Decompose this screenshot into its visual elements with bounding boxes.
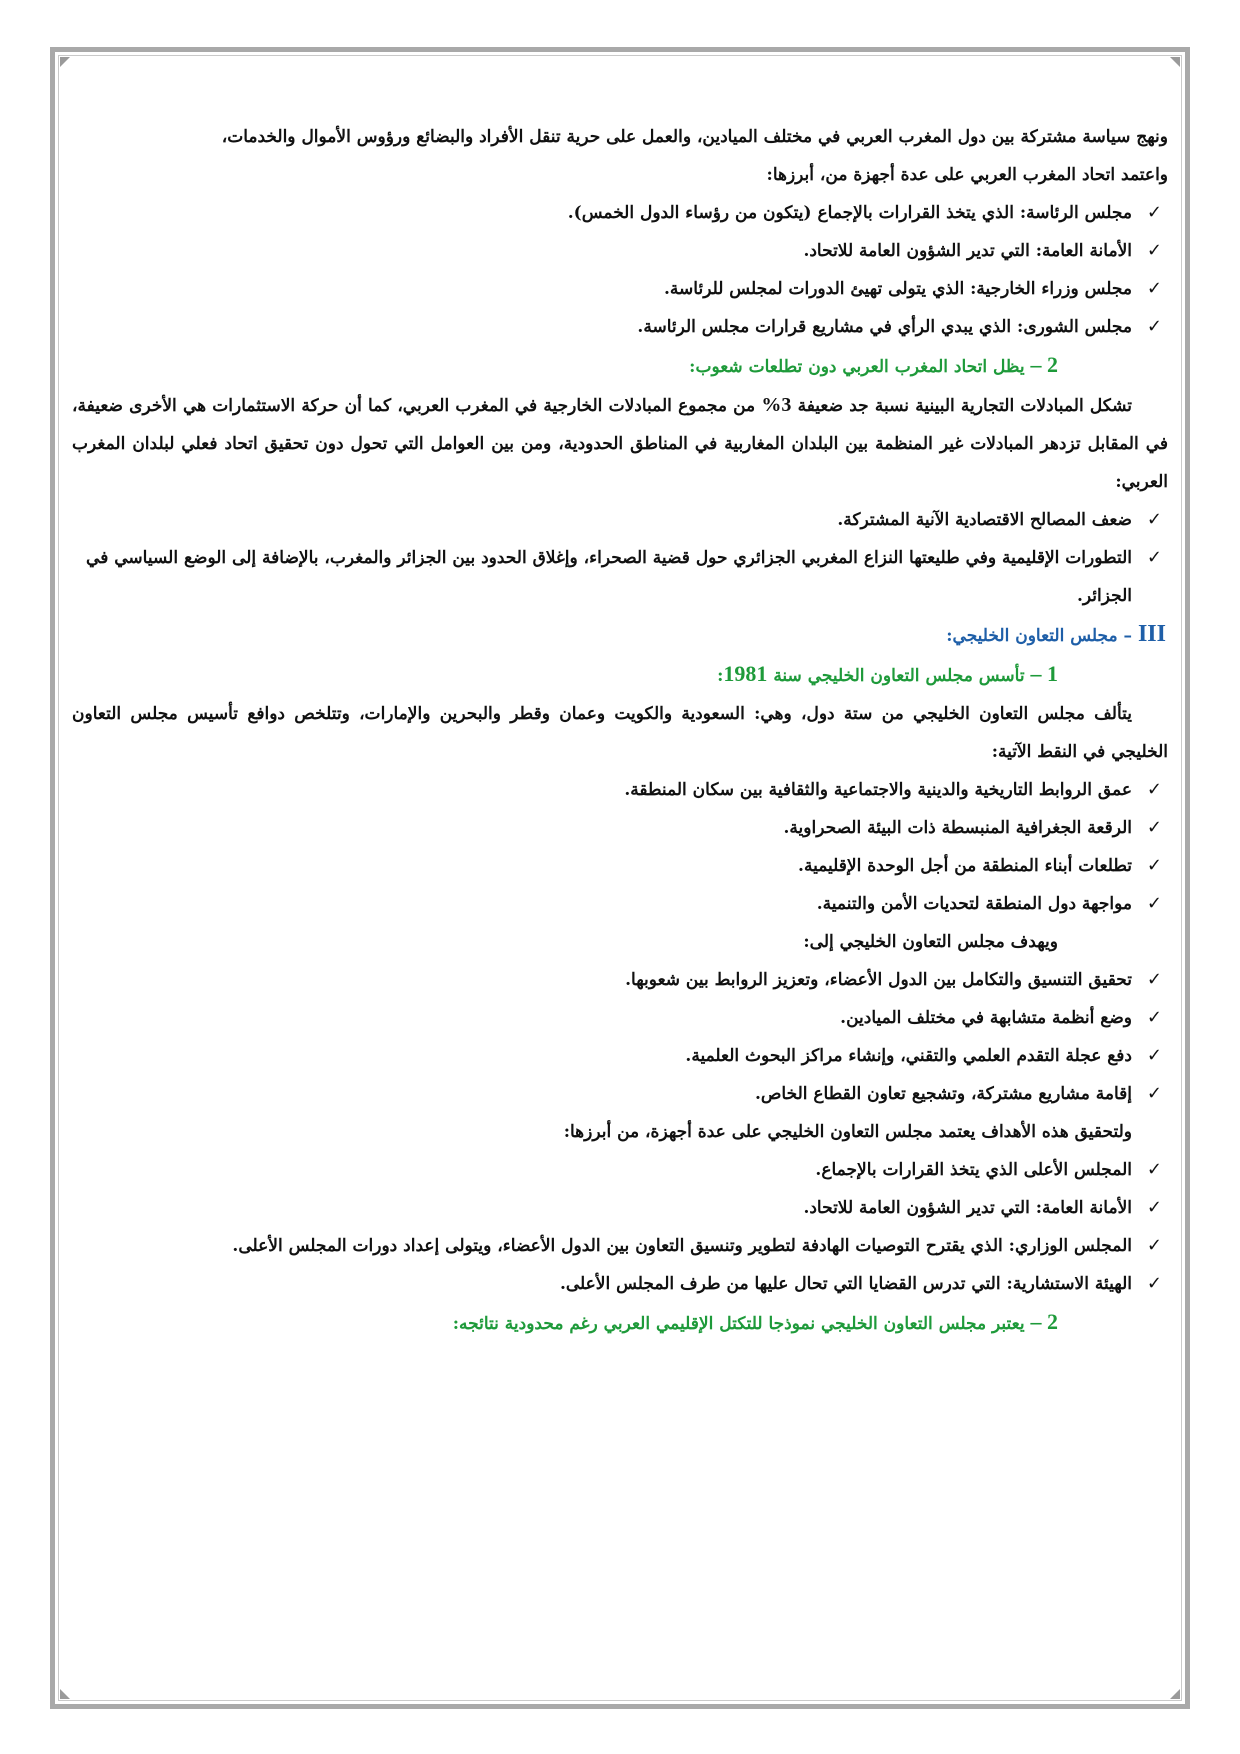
gcc-goals-intro: ويهدف مجلس التعاون الخليجي إلى:: [803, 932, 1058, 952]
corner-ornament-top-left: [60, 57, 70, 67]
section-heading-2-gcc: [72, 1303, 1168, 1343]
intro-line-1: ونهج سياسة مشتركة بين دول المغرب العربي في مختلف الميادين، والعمل على حرية تنقل الأفراد والبضائع ورؤوس الأموال والخدمات،: [221, 127, 1168, 147]
checkmark-icon: ✓: [1146, 855, 1162, 876]
list-item: ✓ الرقعة الجغرافية المنبسطة ذات البيئة الصحراوية.: [72, 809, 1168, 847]
checkmark-icon: ✓: [1146, 1273, 1162, 1294]
trade-percent: 3%: [761, 394, 792, 416]
list-item: ✓ مجلس الشورى: الذي يبدي الرأي في مشاريع قرارات مجلس الرئاسة.: [72, 308, 1168, 346]
gcc-organs-list: [72, 1151, 1168, 1303]
section-title: يظل اتحاد المغرب العربي دون تطلعات شعوب:: [689, 357, 1025, 377]
checkmark-icon: ✓: [1146, 817, 1162, 838]
founding-year: 1981: [723, 661, 768, 686]
section-heading-III: [72, 615, 1168, 655]
corner-ornament-bottom-left: [60, 1689, 70, 1699]
checkmark-icon: ✓: [1146, 1007, 1162, 1028]
checkmark-icon: ✓: [1146, 202, 1162, 223]
checkmark-icon: ✓: [1146, 316, 1162, 337]
list-item: ✓ مجلس الرئاسة: الذي يتخذ القرارات بالإجماع (يتكون من رؤساء الدول الخمس).: [72, 194, 1168, 232]
checkmark-icon: ✓: [1146, 1235, 1162, 1256]
list-item: ✓ إقامة مشاريع مشتركة، وتشجيع تعاون القطاع الخاص.: [72, 1075, 1168, 1113]
checkmark-icon: ✓: [1146, 240, 1162, 261]
checkmark-icon: ✓: [1146, 278, 1162, 299]
trade-paragraph: تشكل المبادلات التجارية البينية نسبة جد ضعيفة 3% من مجموع المبادلات الخارجية في المغرب العربي، كما أن حركة الاستثمارات هي الأخرى ضعيفة، في المقابل تزدهر المبادلات غير المنظمة بين البلدان المغاربية في المناطق الحدودية، ومن بين العوامل التي تحول دون تحقيق اتحاد فعلي لبلدان المغرب العربي:: [72, 394, 1168, 492]
corner-ornament-bottom-right: [1170, 1689, 1180, 1699]
list-item: ✓ مواجهة دول المنطقة لتحديات الأمن والتنمية.: [72, 885, 1168, 923]
list-item: ✓ عمق الروابط التاريخية والدينية والاجتماعية والثقافية بين سكان المنطقة.: [72, 771, 1168, 809]
list-item: ✓ تطلعات أبناء المنطقة من أجل الوحدة الإقليمية.: [72, 847, 1168, 885]
obstacles-list: [72, 501, 1168, 615]
document-body: [72, 118, 1168, 1343]
list-item: ✓ المجلس الوزاري: الذي يقترح التوصيات الهادفة لتطوير وتنسيق التعاون بين الدول الأعضاء، ويتولى إعداد دورات المجلس الأعلى.: [72, 1227, 1168, 1265]
gcc-organs-intro: ولتحقيق هذه الأهداف يعتمد مجلس التعاون الخليجي على عدة أجهزة، من أبرزها:: [563, 1122, 1132, 1142]
section-heading-2-maghreb: [72, 346, 1168, 386]
list-item: ✓ ضعف المصالح الاقتصادية الآنية المشتركة.: [72, 501, 1168, 539]
list-item: ✓ الأمانة العامة: التي تدير الشؤون العامة للاتحاد.: [72, 232, 1168, 270]
corner-ornament-top-right: [1170, 57, 1180, 67]
section-heading-1-gcc: 1 – تأسس مجلس التعاون الخليجي سنة 1981:: [717, 661, 1058, 686]
checkmark-icon: ✓: [1146, 893, 1162, 914]
list-item: ✓ المجلس الأعلى الذي يتخذ القرارات بالإجماع.: [72, 1151, 1168, 1189]
checkmark-icon: ✓: [1146, 547, 1162, 568]
section-number: 2 –: [1030, 1309, 1058, 1334]
intro-line-2: واعتمد اتحاد المغرب العربي على عدة أجهزة من، أبرزها:: [766, 165, 1168, 185]
maghreb-organs-list: [72, 194, 1168, 346]
gcc-goals-list: [72, 961, 1168, 1113]
section-title: يعتبر مجلس التعاون الخليجي نموذجا للتكتل الإقليمي العربي رغم محدودية نتائجه:: [452, 1314, 1025, 1334]
list-item: ✓ الأمانة العامة: التي تدير الشؤون العامة للاتحاد.: [72, 1189, 1168, 1227]
checkmark-icon: ✓: [1146, 1083, 1162, 1104]
gcc-paragraph: يتألف مجلس التعاون الخليجي من ستة دول، وهي: السعودية والكويت وعمان وقطر والبحرين والإمارات، وتتلخص دوافع تأسيس مجلس التعاون الخليجي في النقط الآتية:: [72, 704, 1168, 762]
checkmark-icon: ✓: [1146, 1045, 1162, 1066]
gcc-motives-list: [72, 771, 1168, 923]
list-item: ✓ الهيئة الاستشارية: التي تدرس القضايا التي تحال عليها من طرف المجلس الأعلى.: [72, 1265, 1168, 1303]
checkmark-icon: ✓: [1146, 969, 1162, 990]
section-number: 2 –: [1030, 352, 1058, 377]
checkmark-icon: ✓: [1146, 1197, 1162, 1218]
section-number: III: [1137, 621, 1166, 647]
section-title: – مجلس التعاون الخليجي:: [946, 626, 1133, 646]
list-item: ✓ دفع عجلة التقدم العلمي والتقني، وإنشاء مراكز البحوث العلمية.: [72, 1037, 1168, 1075]
checkmark-icon: ✓: [1146, 779, 1162, 800]
list-item: ✓ مجلس وزراء الخارجية: الذي يتولى تهيئ الدورات لمجلس للرئاسة.: [72, 270, 1168, 308]
list-item: ✓ التطورات الإقليمية وفي طليعتها النزاع المغربي الجزائري حول قضية الصحراء، وإغلاق الحدود بين الجزائر والمغرب، بالإضافة إلى الوضع السياسي في الجزائر.: [72, 539, 1168, 615]
checkmark-icon: ✓: [1146, 509, 1162, 530]
list-item: ✓ تحقيق التنسيق والتكامل بين الدول الأعضاء، وتعزيز الروابط بين شعوبها.: [72, 961, 1168, 999]
checkmark-icon: ✓: [1146, 1159, 1162, 1180]
section-title: تأسس مجلس التعاون الخليجي سنة: [773, 666, 1025, 686]
section-number: 1 –: [1030, 661, 1058, 686]
list-item: ✓ وضع أنظمة متشابهة في مختلف الميادين.: [72, 999, 1168, 1037]
